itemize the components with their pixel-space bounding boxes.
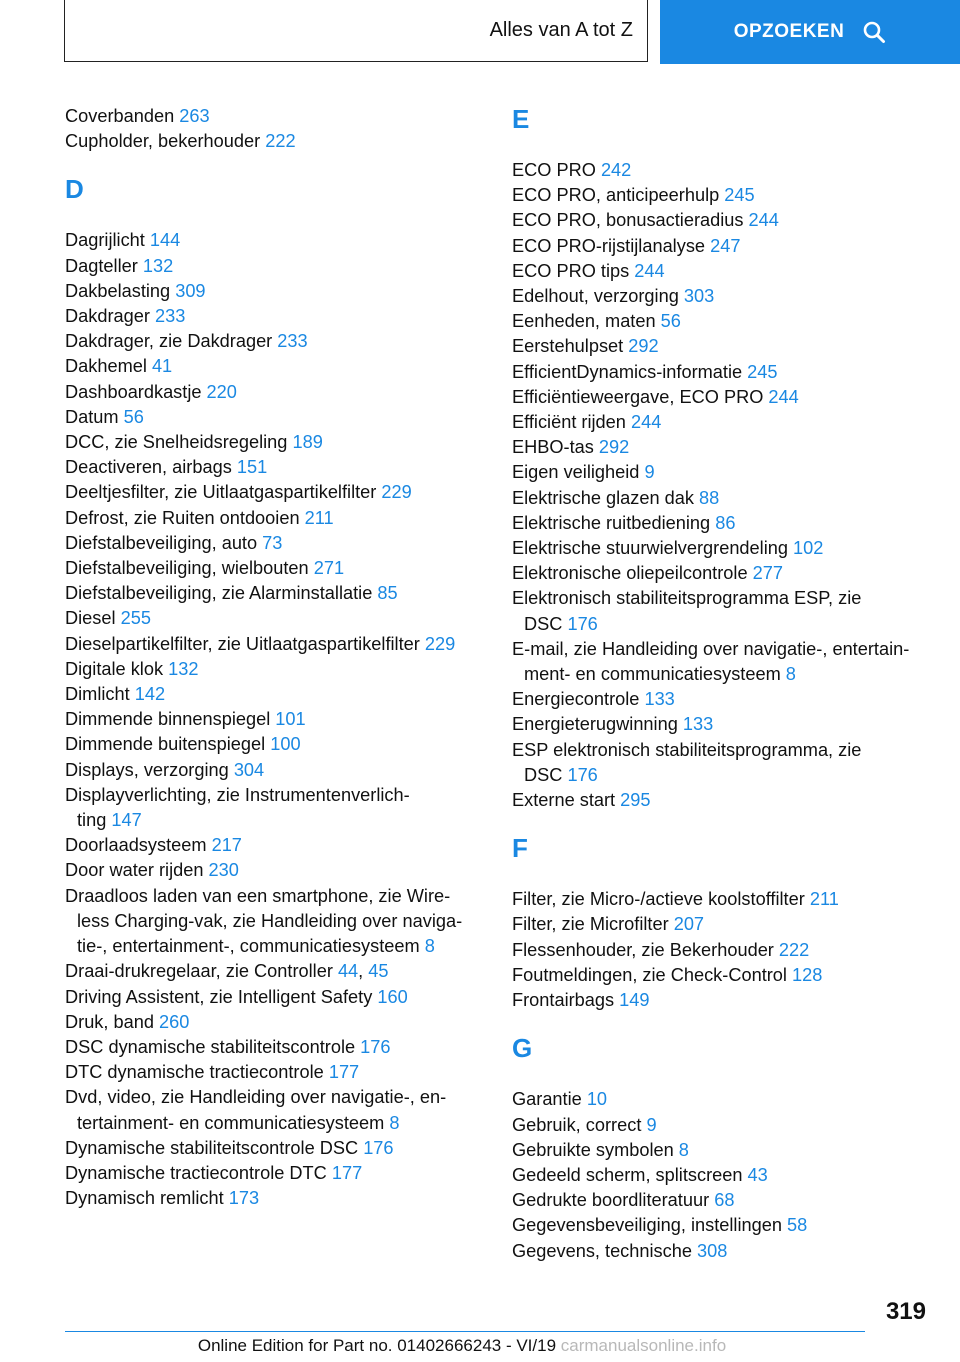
page-link[interactable]: 177 (331, 1162, 363, 1183)
page-link[interactable]: 88 (699, 487, 720, 508)
index-entry (512, 1239, 932, 1264)
page-link[interactable]: 303 (683, 286, 715, 307)
index-entry (65, 1060, 485, 1085)
index-entry (512, 158, 932, 183)
page-link[interactable]: 86 (715, 512, 736, 533)
page-link[interactable]: 100 (270, 734, 301, 755)
page-link[interactable]: 44 (337, 961, 359, 982)
entry-text: Door water rijden (65, 860, 209, 881)
index-entry (512, 788, 932, 813)
page-link[interactable]: 142 (134, 684, 166, 705)
page-link[interactable]: 242 (600, 160, 632, 180)
page-link[interactable]: 244 (634, 260, 665, 281)
page-link[interactable]: 8 (389, 1112, 400, 1133)
index-entry (512, 712, 932, 737)
entry-text: Deeltjesfilter, zie Uitlaatgaspartikelfilter (65, 482, 382, 503)
page-link[interactable]: 68 (714, 1190, 735, 1211)
opzoeken-label: OPZOEKEN (733, 21, 845, 42)
page-link[interactable]: 133 (644, 689, 675, 710)
entry-text: EfficientDynamics-informatie (512, 361, 748, 382)
index-entry (65, 657, 485, 682)
entry-text: Elektrische ruitbediening (512, 512, 716, 533)
footer (0, 1336, 960, 1356)
entry-text: Druk, band (65, 1011, 160, 1032)
entry-text: Displayverlichting, zie Instrumentenverlich- (65, 784, 410, 805)
index-entry (512, 561, 932, 586)
index-entry (512, 410, 932, 435)
index-entry (65, 985, 485, 1010)
entry-text: Filter, zie Microfilter (512, 914, 674, 935)
entry-text: less Charging-vak, zie Handleiding over naviga- (77, 910, 463, 931)
entry-text: ting (77, 810, 112, 831)
page-link[interactable]: 177 (328, 1062, 360, 1083)
page-link[interactable]: 176 (567, 764, 598, 785)
page-link[interactable]: 85 (377, 583, 398, 604)
entry-text: Dieselpartikelfilter, zie Uitlaatgaspartikelfilter (65, 633, 425, 654)
index-entry (512, 284, 932, 309)
page-link[interactable]: 56 (660, 311, 681, 332)
page-link[interactable]: 43 (747, 1164, 768, 1185)
page-link[interactable]: 244 (630, 412, 662, 433)
section-letter: E (512, 104, 530, 134)
entry-text: DCC, zie Snelheidsregeling (65, 432, 293, 453)
top-navigation (0, 0, 960, 66)
index-entry: Draai-drukregelaar, zie Controller 44, 45 (65, 961, 389, 982)
page-link[interactable]: 230 (208, 860, 239, 881)
index-entry (512, 234, 932, 259)
index-entry (65, 228, 485, 253)
page-link[interactable]: 56 (123, 406, 144, 427)
index-entry (512, 963, 932, 988)
entry-text: Dvd, video, zie Handleiding over navigatie-, en- (65, 1087, 447, 1108)
opzoeken-button[interactable] (660, 0, 960, 64)
entry-text: Garantie (512, 1089, 587, 1110)
entry-text: E-mail, zie Handleiding over navigatie-, entertain- (512, 638, 910, 659)
entry-text: Foutmeldingen, zie Check-Control (512, 964, 793, 985)
entry-text: Cupholder, bekerhouder (65, 131, 266, 152)
index-entry (65, 254, 485, 279)
entry-text: Dakdrager, zie Dakdrager (65, 331, 278, 352)
entry-text: Filter, zie Micro-/actieve koolstoffilter (512, 889, 810, 910)
page-link[interactable]: 9 (644, 462, 655, 483)
section-letter: G (512, 1033, 533, 1064)
page-link[interactable]: 271 (313, 558, 345, 579)
index-entry (512, 460, 932, 485)
page-link[interactable]: 245 (724, 185, 755, 206)
page-link[interactable]: 211 (809, 889, 839, 910)
page-link[interactable]: 260 (159, 1011, 190, 1032)
page-link[interactable]: 309 (175, 280, 206, 301)
index-entry (65, 1085, 485, 1135)
entry-text: Defrost, zie Ruiten ontdooien (65, 507, 305, 528)
page-link[interactable]: 229 (381, 482, 412, 503)
entry-text: Dashboardkastje (65, 381, 207, 402)
entry-text: Diesel (65, 608, 121, 629)
index-entry (512, 988, 932, 1013)
index-entry (65, 405, 485, 430)
page-link[interactable]: 211 (304, 507, 334, 528)
entry-text: Dynamische tractiecontrole DTC (65, 1162, 332, 1183)
page-link[interactable]: 277 (752, 563, 783, 584)
page-link[interactable]: 173 (228, 1188, 260, 1209)
index-entry (512, 738, 932, 788)
index-entry (65, 480, 485, 505)
index-entry (512, 259, 932, 284)
entry-text: DSC (524, 613, 568, 634)
index-entry (65, 1010, 485, 1035)
page-link[interactable]: 73 (262, 532, 283, 553)
entry-text: DTC dynamische tractiecontrole (65, 1062, 329, 1083)
entry-text: ECO PRO, bonusactieradius (512, 210, 749, 231)
page-link[interactable]: 132 (168, 658, 199, 679)
entry-text: Doorlaadsysteem (65, 835, 212, 856)
index-entry (512, 912, 932, 937)
index-entry (512, 938, 932, 963)
page-link[interactable]: 304 (233, 759, 265, 780)
entry-text: Gebruik, correct (512, 1114, 647, 1135)
page-link[interactable]: 151 (236, 457, 268, 478)
entry-text: Draai-drukregelaar, zie Controller (65, 961, 338, 982)
index-entry (512, 1188, 932, 1213)
page-link[interactable]: 295 (620, 790, 651, 811)
entry-text: EHBO-tas (512, 437, 599, 458)
index-entry (512, 208, 932, 233)
entry-text: tie-, entertainment-, communicatiesysteem (77, 936, 425, 957)
page-link[interactable]: 244 (768, 386, 799, 407)
entry-text: ECO PRO (512, 160, 601, 180)
entry-text: Gebruikte symbolen (512, 1139, 679, 1160)
index-entry (65, 455, 485, 480)
entry-text: Elektrische stuurwielvergrendeling (512, 538, 794, 559)
page-link[interactable]: 128 (792, 964, 823, 985)
page-link[interactable]: 255 (120, 608, 151, 629)
entry-text: Dimlicht (65, 684, 135, 705)
index-entry (512, 360, 932, 385)
index-entry (512, 536, 932, 561)
index-entry (512, 1163, 932, 1188)
index-entry (65, 732, 485, 757)
index-entry (65, 884, 485, 960)
index-entry (65, 606, 485, 631)
entry-text: Eigen veiligheid (512, 462, 645, 483)
entry-text: Dynamische stabiliteitscontrole DSC (65, 1137, 364, 1158)
entry-text: Diefstalbeveiliging, auto (65, 532, 263, 553)
entry-text: DSC dynamische stabiliteitscontrole (65, 1036, 361, 1057)
entry-text: Driving Assistent, zie Intelligent Safety (65, 986, 378, 1007)
index-entry (512, 887, 932, 912)
page-link[interactable]: 222 (778, 939, 810, 960)
index-entry (512, 687, 932, 712)
index-entry (65, 354, 485, 379)
index-entry (512, 183, 932, 208)
entry-text: ECO PRO-rijstijlanalyse (512, 235, 711, 256)
entry-text: Dimmende binnenspiegel (65, 709, 276, 730)
entry-text: ECO PRO, anticipeerhulp (512, 185, 725, 206)
index-entry (65, 1186, 485, 1211)
index-entry (65, 833, 485, 858)
entry-text: Energieterugwinning (512, 714, 683, 735)
entry-text: Energiecontrole (512, 689, 645, 710)
page-link[interactable]: 41 (151, 356, 173, 377)
entry-text: Dimmende buitenspiegel (65, 734, 271, 755)
entry-text: ment- en communicatiesysteem (524, 664, 786, 685)
section-letter: D (65, 174, 84, 205)
index-entry (512, 1087, 932, 1112)
entry-text: ECO PRO tips (512, 260, 635, 281)
page-link[interactable]: 220 (206, 381, 237, 402)
page-link[interactable]: 45 (368, 961, 389, 982)
page-link[interactable]: 207 (673, 914, 705, 935)
page-link[interactable]: 247 (710, 235, 741, 256)
index-entry (65, 707, 485, 732)
index-entry (512, 586, 932, 636)
index-entry (512, 486, 932, 511)
page-number: 319 (885, 1298, 926, 1325)
entry-text: Eenheden, maten (512, 311, 661, 332)
index-entry (65, 380, 485, 405)
magnifier-icon (862, 20, 886, 44)
index-entry (65, 304, 485, 329)
entry-text: Externe start (512, 790, 621, 811)
entry-text: Gedrukte boordliteratuur (512, 1190, 715, 1211)
tab-alles-van-a-tot-z[interactable] (64, 0, 648, 62)
page-link[interactable]: 176 (360, 1036, 391, 1057)
index-entry (65, 329, 485, 354)
index-entry (65, 758, 485, 783)
index-entry (65, 1161, 485, 1186)
page-link[interactable]: 229 (424, 633, 456, 654)
page-link[interactable]: 147 (111, 810, 142, 831)
entry-text: Gedeeld scherm, splitscreen (512, 1164, 748, 1185)
index-entry (512, 385, 932, 410)
page-link[interactable]: 292 (598, 437, 630, 458)
index-entry (65, 858, 485, 883)
index-column-left (65, 104, 485, 1211)
index-entry (512, 435, 932, 460)
entry-text: Elektrische glazen dak (512, 487, 700, 508)
entry-text: Diefstalbeveiliging, wielbouten (65, 558, 314, 579)
index-entry (65, 682, 485, 707)
index-entry (512, 334, 932, 359)
entry-text: Elektronisch stabiliteitsprogramma ESP, zie (512, 588, 862, 609)
page-link[interactable]: 292 (628, 336, 659, 357)
page-link[interactable]: 10 (586, 1089, 608, 1110)
entry-text: ESP elektronisch stabiliteitsprogramma, zie (512, 739, 862, 760)
entry-text: Edelhout, verzorging (512, 286, 684, 307)
entry-text: Displays, verzorging (65, 759, 234, 780)
index-entry (65, 1136, 485, 1161)
index-entry (65, 783, 485, 833)
index-entry (65, 531, 485, 556)
entry-text: Dagrijlicht (65, 230, 150, 251)
index-entry (65, 430, 485, 455)
page-link[interactable]: 9 (646, 1114, 657, 1135)
entry-text: Gegevens, technische (512, 1240, 698, 1261)
page-link[interactable]: 263 (179, 106, 210, 126)
page-link[interactable]: 58 (787, 1215, 808, 1236)
entry-text: Coverbanden (65, 106, 180, 126)
page-link[interactable]: 222 (265, 131, 296, 152)
entry-text: Dynamisch remlicht (65, 1188, 229, 1209)
page-link[interactable]: 8 (785, 664, 796, 685)
index-entry (512, 1213, 932, 1238)
entry-text: Flessenhouder, zie Bekerhouder (512, 939, 779, 960)
page-link[interactable]: 189 (292, 432, 323, 453)
entry-text: Frontairbags (512, 990, 620, 1011)
entry-text: Draadloos laden van een smartphone, zie Wire- (65, 885, 451, 906)
index-entry (512, 1138, 932, 1163)
page-link[interactable]: 308 (697, 1240, 728, 1261)
watermark-text: carmanualsonline.info (560, 1336, 727, 1355)
entry-text: Dakhemel (65, 356, 152, 377)
entry-text: Efficiënt rijden (512, 412, 631, 433)
page-link[interactable]: 160 (377, 986, 408, 1007)
entry-text: Datum (65, 406, 124, 427)
page-link[interactable]: 8 (424, 936, 435, 957)
entry-text: Gegevensbeveiliging, instellingen (512, 1215, 788, 1236)
entry-text: Dakbelasting (65, 280, 176, 301)
footer-divider (65, 1331, 865, 1332)
index-entry (65, 506, 485, 531)
page-link[interactable]: 101 (275, 709, 306, 730)
page-link[interactable]: 149 (619, 990, 650, 1011)
edition-text: Online Edition for Part no. 01402666243 - VI/19 (197, 1336, 557, 1355)
entry-text: DSC (524, 764, 568, 785)
page-link[interactable]: 233 (154, 306, 186, 327)
index-entry (65, 129, 485, 154)
entry-text: Diefstalbeveiliging, zie Alarminstallatie (65, 583, 378, 604)
page-link[interactable]: 176 (363, 1137, 394, 1158)
page-link[interactable]: 217 (211, 835, 242, 856)
entry-text: Dakdrager (65, 306, 155, 327)
entry-text: tertainment- en communicatiesysteem (77, 1112, 390, 1133)
index-entry (65, 556, 485, 581)
index-entry (512, 511, 932, 536)
page-link[interactable]: 132 (142, 255, 174, 276)
index-entry (512, 1113, 932, 1138)
page-link[interactable]: 176 (567, 613, 598, 634)
index-entry (65, 104, 485, 129)
tab-az-label: Alles van A tot Z (489, 19, 633, 41)
page-link[interactable]: 144 (149, 230, 181, 251)
page-link[interactable]: 233 (277, 331, 308, 352)
entry-text: Eerstehulpset (512, 336, 629, 357)
section-letter: F (512, 833, 528, 864)
page-link[interactable]: 245 (747, 361, 778, 382)
index-entry (65, 632, 485, 657)
page-link[interactable]: 8 (678, 1139, 689, 1160)
page-link[interactable]: 102 (793, 538, 824, 559)
entry-text: Elektronische oliepeilcontrole (512, 563, 753, 584)
index-column-right (512, 104, 932, 1264)
index-entry (65, 1035, 485, 1060)
entry-text: Deactiveren, airbags (65, 457, 237, 478)
entry-text: Digitale klok (65, 658, 169, 679)
entry-text: Dagteller (65, 255, 143, 276)
entry-text: Efficiëntieweergave, ECO PRO (512, 386, 769, 407)
page-link[interactable]: 133 (682, 714, 714, 735)
index-entry (512, 637, 932, 687)
index-entry (512, 309, 932, 334)
index-entry (65, 581, 485, 606)
page-link[interactable]: 244 (748, 210, 779, 231)
index-entry (65, 279, 485, 304)
